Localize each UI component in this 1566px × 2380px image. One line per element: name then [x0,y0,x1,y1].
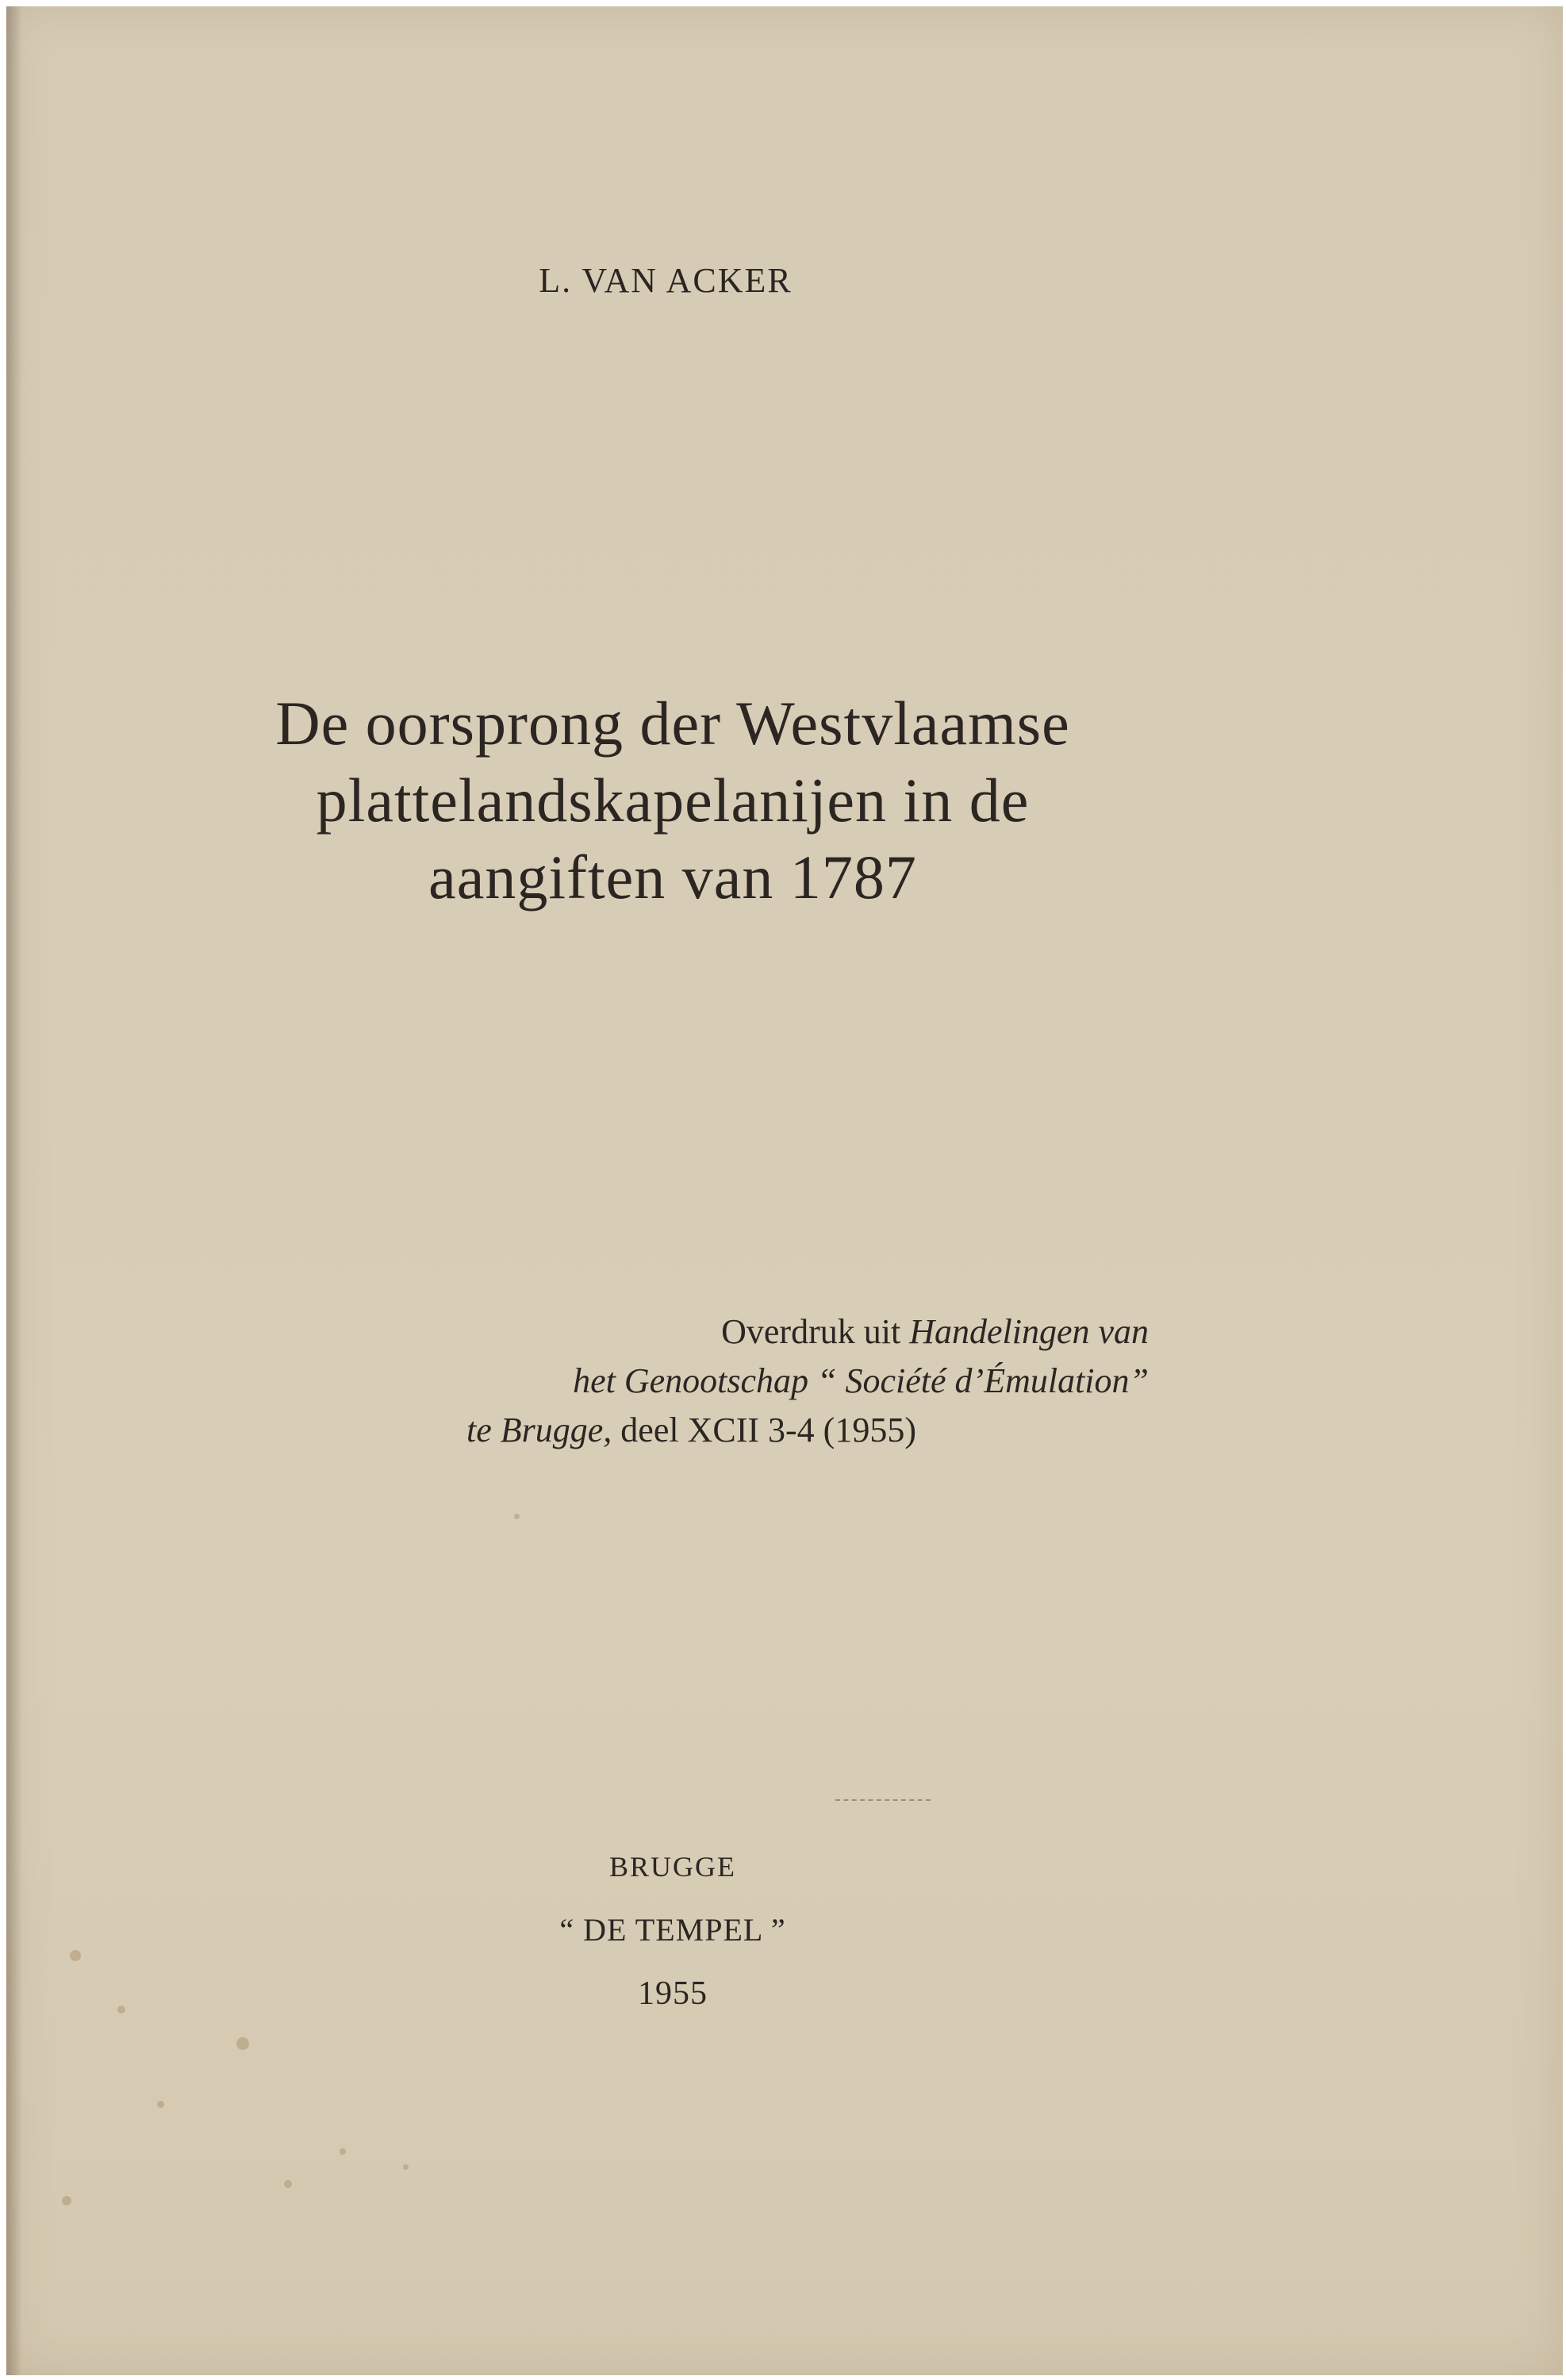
reprint-line-2-italic: het Genootschap “ Société d’Émulation” [573,1361,1149,1400]
foxing-spot [117,2006,125,2013]
foxing-spot [284,2180,292,2188]
foxing-spot [340,2148,346,2155]
publisher-city: BRUGGE [608,1851,736,1883]
foxing-spot [514,1514,520,1519]
book-cover [6,6,1563,2375]
publisher-block [451,1835,895,2025]
foxing-spot [70,1950,81,1961]
reprint-line-3 [451,1406,1149,1455]
reprint-line-3-plain: deel XCII 3-4 (1955) [612,1411,916,1449]
foxing-spot [157,2101,164,2108]
title-line-1: De oorsprong der Westvlaamse [275,689,1070,758]
reprint-note [451,1307,1149,1455]
book-title [197,685,1149,916]
reprint-line-2 [451,1357,1149,1406]
reprint-line-1 [451,1307,1149,1357]
publisher-name: “ DE TEMPEL ” [559,1912,786,1948]
foxing-spot [62,2196,71,2205]
title-line-3: aangiften van 1787 [428,843,917,912]
publication-year: 1955 [638,1975,708,2012]
reprint-line-3-italic: te Brugge, [466,1411,612,1449]
pencil-mark [835,1799,931,1801]
reprint-line-1-plain: Overdruk uit [721,1312,910,1351]
spine-shadow [6,6,22,2375]
title-line-2: plattelandskapelanijen in de [316,766,1030,835]
foxing-spot [236,2037,249,2050]
author-name: L. VAN ACKER [539,261,793,300]
foxing-spot [403,2164,409,2170]
reprint-line-1-italic: Handelingen van [909,1312,1149,1351]
